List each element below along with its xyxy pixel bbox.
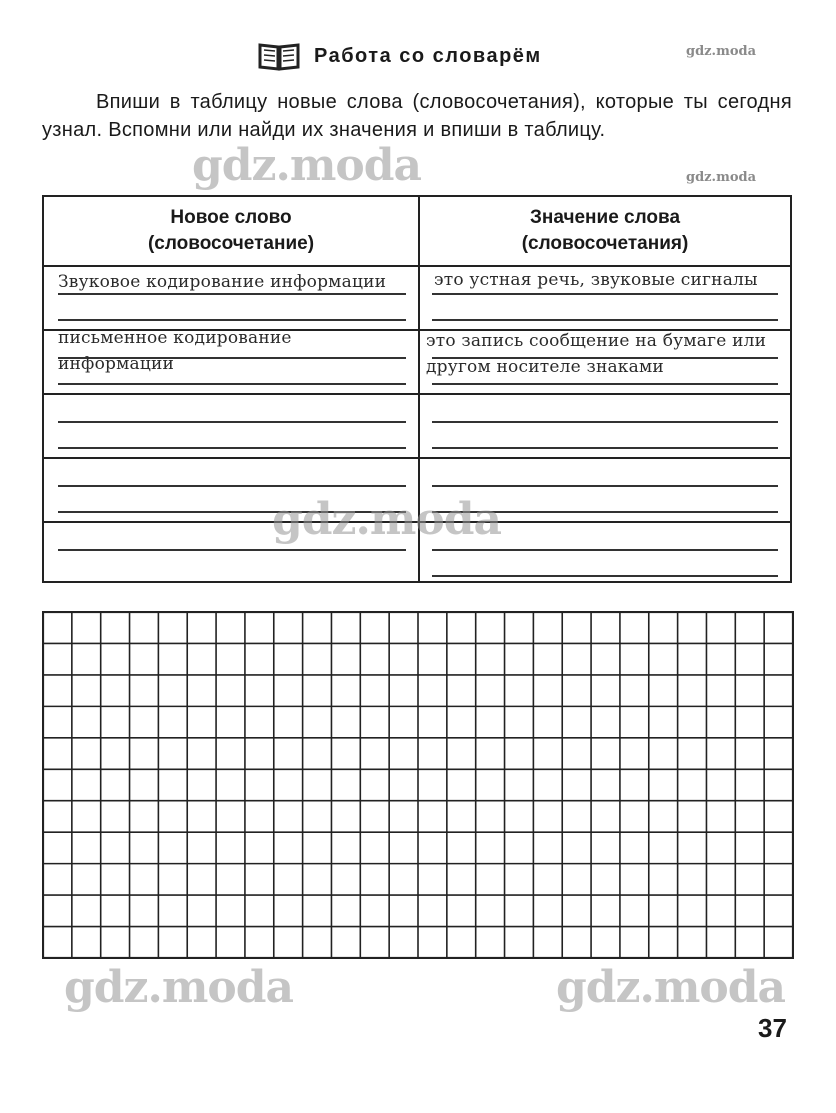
writing-line (58, 549, 406, 551)
writing-line (58, 421, 406, 423)
row-separator (44, 393, 790, 395)
squared-writing-grid (42, 611, 794, 959)
watermark-big-top: gdz.moda (192, 140, 422, 191)
open-book-icon (258, 41, 300, 71)
header-meaning (420, 197, 790, 265)
writing-line (432, 549, 778, 551)
row1-meaning-line1: это устная речь, звуковые сигналы (434, 270, 758, 290)
header-new-word (44, 197, 418, 265)
writing-line (432, 575, 778, 577)
row2-meaning-line1: это запись сообщение на бумаге или (426, 331, 767, 351)
writing-line (58, 383, 406, 385)
writing-line (432, 421, 778, 423)
header-new-word-line2: (словосочетание) (147, 233, 315, 254)
header-meaning-line2: (словосочетания) (521, 233, 689, 254)
header-new-word-line1: Новое слово (170, 207, 292, 228)
watermark-small-top: gdz.moda (686, 44, 757, 59)
writing-line (58, 447, 406, 449)
writing-line (432, 383, 778, 385)
writing-line (58, 485, 406, 487)
watermark-big-mid: gdz.moda (272, 494, 502, 545)
section-heading (258, 38, 542, 74)
row2-meaning-line2: другом носителе знаками (426, 357, 664, 377)
row2-word-line2: информации (58, 354, 175, 374)
row-separator (44, 457, 790, 459)
writing-line (58, 319, 406, 321)
page-number: 37 (758, 1013, 787, 1043)
row2-word-line1: письменное кодирование (58, 328, 292, 348)
writing-line (432, 293, 778, 295)
writing-line (432, 319, 778, 321)
writing-line (58, 293, 406, 295)
watermark-big-bottom-left: gdz.moda (64, 962, 294, 1013)
watermark-small-mid: gdz.moda (686, 170, 757, 185)
row1-word-line1: Звуковое кодирование информации (58, 272, 387, 292)
task-instructions: Впиши в таблицу новые слова (словосочетания), которые ты сегодня узнал. Вспомни или найди их значения и впиши в таблицу. (42, 91, 792, 141)
row-separator (44, 265, 790, 267)
header-meaning-line1: Значение слова (529, 207, 681, 228)
writing-line (432, 485, 778, 487)
watermark-big-bottom-right: gdz.moda (556, 962, 786, 1013)
section-title: Работа со словарём (314, 44, 542, 67)
writing-line (432, 447, 778, 449)
